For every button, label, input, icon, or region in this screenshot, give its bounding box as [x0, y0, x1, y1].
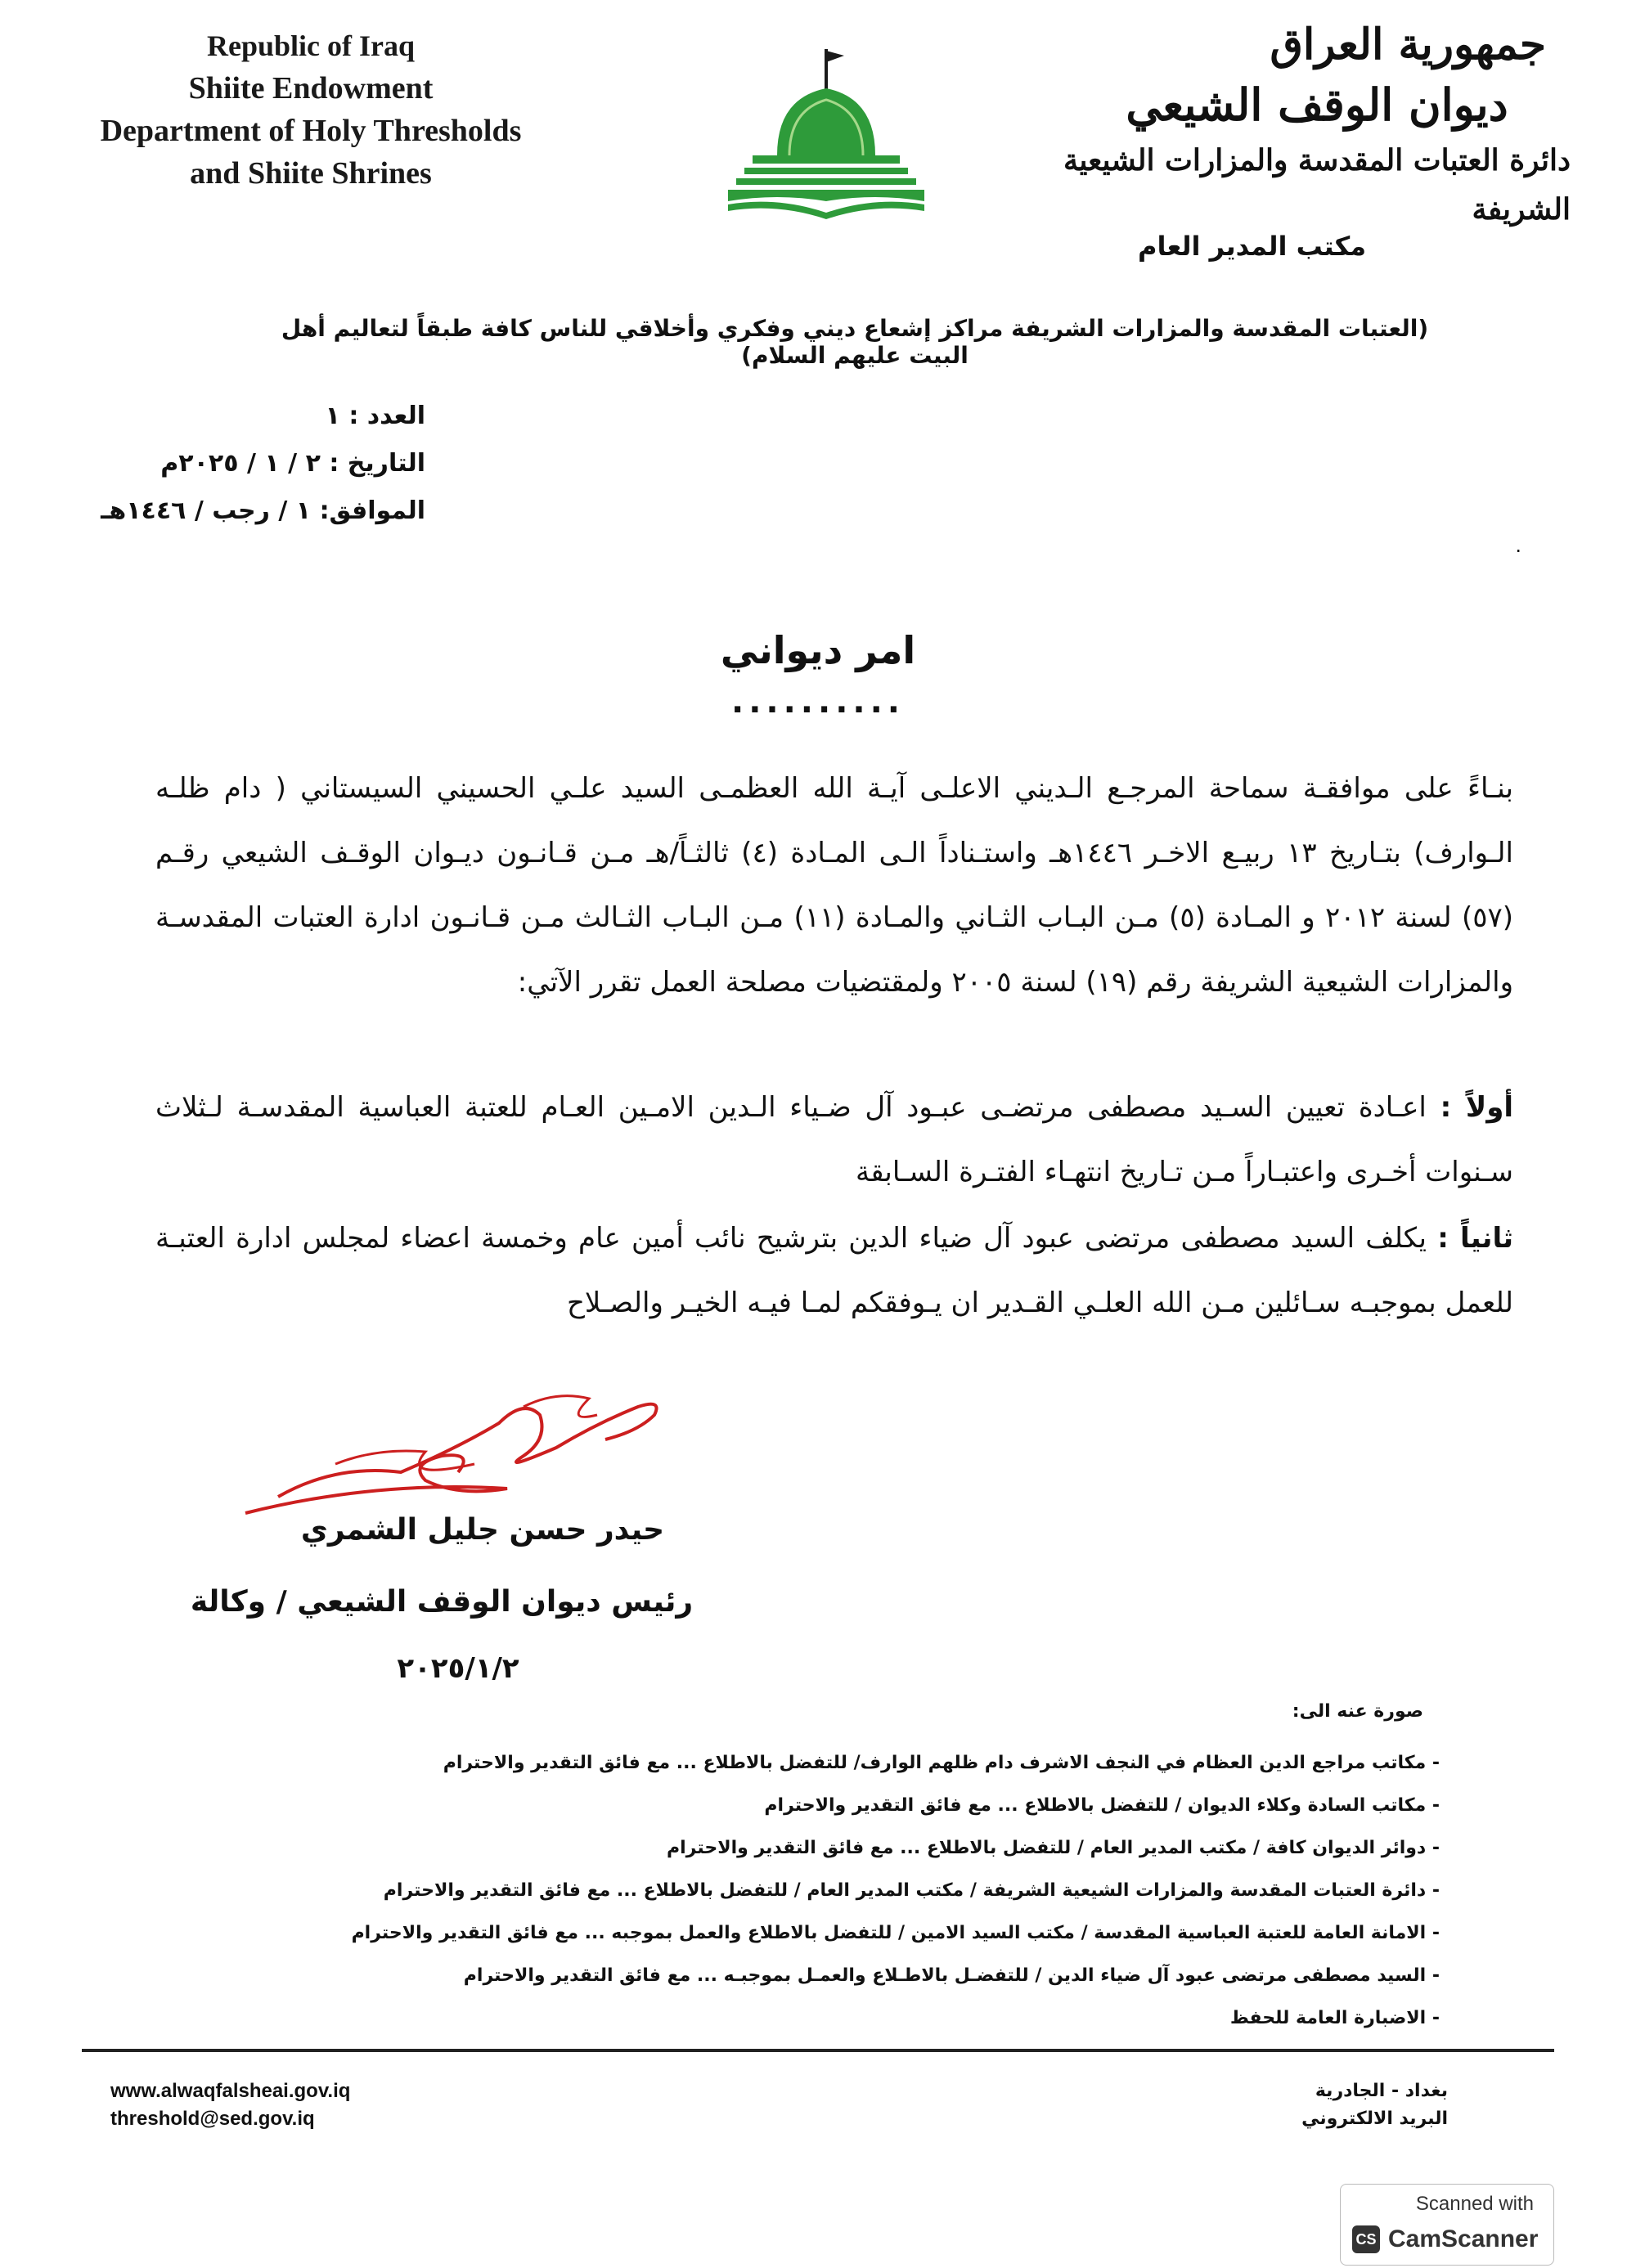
header-en-line4: and Shiite Shrines: [190, 156, 432, 191]
scanner-caption: Scanned with: [1415, 2193, 1534, 2215]
signatory-name: حيدر حسن جليل الشمري: [300, 1513, 665, 1547]
date-row: [82, 440, 425, 487]
english-header: [82, 25, 540, 195]
signature-date: ٢٠٢٥/١/٢: [397, 1652, 519, 1685]
scan-mark: ·: [1515, 540, 1521, 563]
footer-contacts: [110, 2077, 350, 2133]
date-label: التاريخ :: [329, 449, 425, 478]
cc-item: - السيد مصطفى مرتضى عبود آل ضياء الدين / للتفضـل بالاطـلاع والعمـل بموجبـه ... مع فائق التقدير والاحترام: [463, 1965, 1440, 1986]
item-first: [155, 1076, 1513, 1205]
cc-item: - مكاتب مراجع الدين العظام في النجف الاشرف دام ظلهم الوارف/ للتفضل بالاطلاع ... مع فائق التقدير والاحترام: [443, 1753, 1440, 1773]
document-title: امر ديواني: [720, 628, 916, 672]
arabic-header: [1063, 16, 1571, 234]
cc-heading: صورة عنه الى:: [1292, 1701, 1423, 1722]
camscanner-badge: [1340, 2184, 1554, 2266]
header-en-line1: Republic of Iraq: [206, 29, 416, 62]
cc-list: [351, 1742, 1440, 2040]
hijri-row: [82, 487, 425, 535]
header-ar-line3: دائرة العتبات المقدسة والمزارات الشيعية الشريفة: [1063, 143, 1571, 227]
scanner-brand: [1352, 2225, 1538, 2253]
hijri-value: ١ / رجب / ١٤٤٦هـ: [101, 496, 312, 525]
header-en-line2: Shiite Endowment: [188, 71, 434, 106]
header-en-line3: Department of Holy Thresholds: [100, 114, 522, 148]
footer-address: [1202, 2077, 1448, 2133]
document-page: [49, 16, 1587, 2252]
email-link[interactable]: threshold@sed.gov.iq: [110, 2108, 315, 2130]
title-dots: ..........: [731, 683, 905, 721]
email-label: البريد الالكتروني: [1301, 2109, 1448, 2129]
endowment-logo-icon: [720, 41, 965, 229]
item-first-label: أولاً :: [1440, 1091, 1514, 1124]
item-second-text: يكلف السيد مصطفى مرتضى عبود آل ضياء الدين بترشيح نائب أمين عام وخمسة اعضاء لمجلس ادارة العتبـة للعمل بموجبـه سـائلين مـن الله العلـي القـدير ان يـوفقكم لمـا فيـه الخيـر والصـلاح: [155, 1222, 1513, 1319]
address-text: بغداد - الجادرية: [1315, 2081, 1448, 2101]
number-row: [82, 393, 425, 440]
header-ar-line2: ديوان الوقف الشيعي: [1126, 79, 1508, 131]
cc-item: - مكاتب السادة وكلاء الديوان / للتفضل بالاطلاع ... مع فائق التقدير والاحترام: [764, 1795, 1440, 1816]
cc-item: - دوائر الديوان كافة / مكتب المدير العام / للتفضل بالاطلاع ... مع فائق التقدير والاحترام: [667, 1838, 1440, 1858]
motto-line: (العتبات المقدسة والمزارات الشريفة مراكز إشعاع ديني وفكري وأخلاقي للناس كافة طبقاً لتعاليم أهل البيت عليهم السلام): [281, 315, 1429, 369]
item-second-label: ثانياً :: [1437, 1222, 1513, 1255]
signatory-title: رئيس ديوان الوقف الشيعي / وكالة: [190, 1585, 694, 1619]
cc-item: - الامانة العامة للعتبة العباسية المقدسة / مكتب السيد الامين / للتفضل بالاطلاع والعمل بموجبه ... مع فائق التقدير والاحترام: [351, 1923, 1440, 1943]
item-second: [155, 1206, 1513, 1336]
cc-item: - دائرة العتبات المقدسة والمزارات الشيعية الشريفة / مكتب المدير العام / للتفضل بالاطلاع ... مع فائق التقدير والاحترام: [383, 1880, 1440, 1901]
website-link[interactable]: www.alwaqfalsheai.gov.iq: [110, 2080, 351, 2102]
item-first-text: اعـادة تعيين السـيد مصطفى مرتضـى عبـود آل ضـياء الـدين الامـين العـام للعتبة العباسية المقدسـة لـثلاث سـنوات أخـرى واعتبـاراً مـن تـاريخ انتهـاء الفتـرة السـابقة: [155, 1091, 1513, 1188]
general-director-office: مكتب المدير العام: [1138, 231, 1366, 262]
cc-item: - الاضبارة العامة للحفظ: [1229, 2008, 1440, 2028]
number-value: ١: [325, 402, 340, 430]
footer-divider: [82, 2049, 1554, 2052]
header-ar-line1: جمهورية العراق: [1270, 20, 1546, 70]
date-value: ٢ / ١ / ٢٠٢٥م: [160, 449, 321, 478]
reference-block: [82, 393, 425, 535]
hijri-label: الموافق:: [319, 496, 425, 525]
body-paragraph: بنـاءً على موافقـة سماحة المرجـع الـديني الاعلـى آيـة الله العظمـى السيد علـي الحسيني السيستاني ( دام ظلـه الـوارف) بتـاريخ ١٣ ربيـع الاخـر ١٤٤٦هـ واستـناداً الـى المـادة (٤) ثالثـاً/هـ مـن قـانـون ديـوان الوقـف الشيعي رقـم (٥٧) لسنة ٢٠١٢ و المـادة (٥) مـن البـاب الثـاني والمـادة (١١) مـن البـاب الثـالث مـن قـانـون ادارة العتبات المقدسـة والمزارات الشيعية الشريفة رقم (١٩) لسنة ٢٠٠٥ ولمقتضيات مصلحة العمل تقرر الآتي:: [155, 772, 1514, 999]
scanner-brand-name: CamScanner: [1388, 2225, 1539, 2252]
number-label: العدد :: [348, 402, 425, 430]
camscanner-icon: CS: [1352, 2225, 1380, 2253]
